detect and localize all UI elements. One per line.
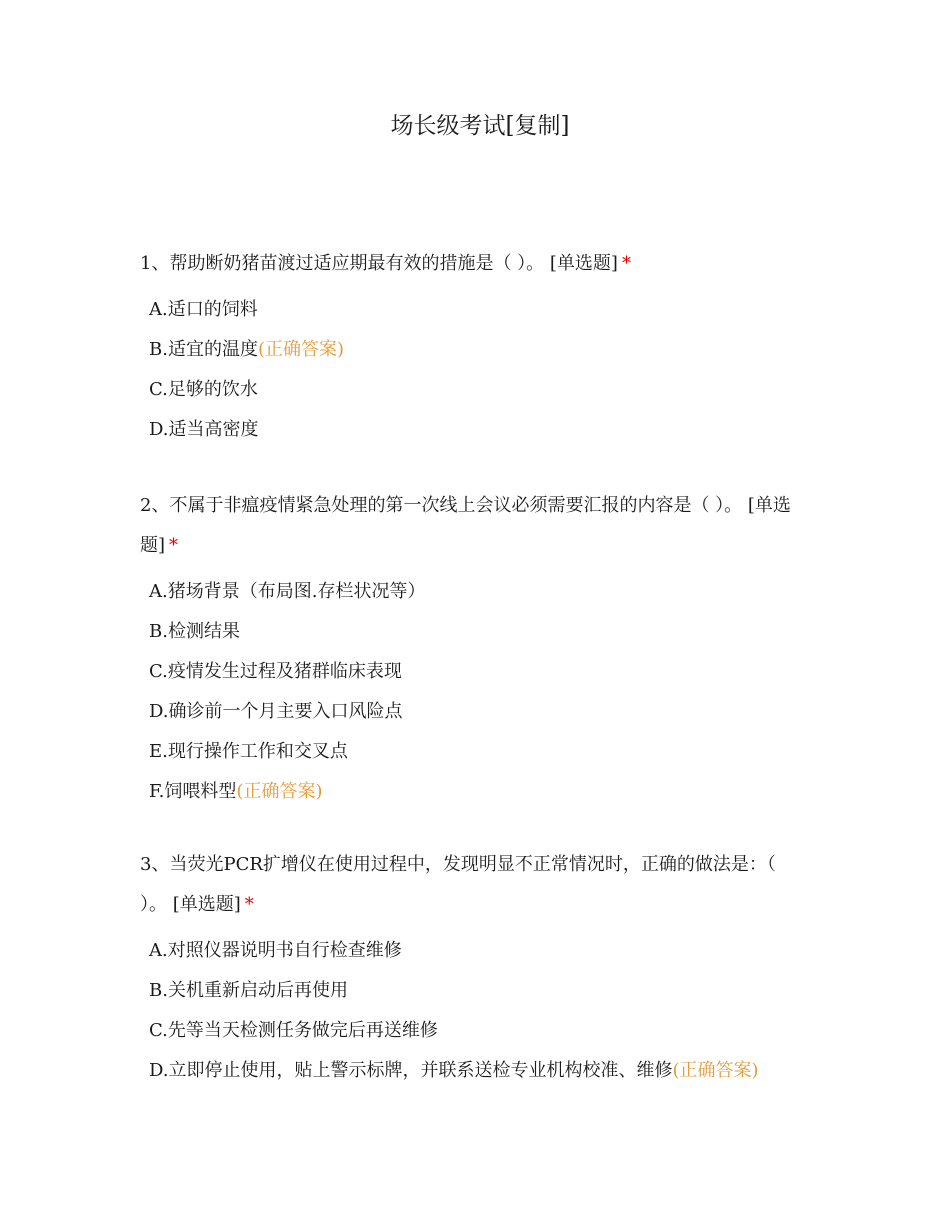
option-label: A.对照仪器说明书自行检查维修 — [149, 940, 402, 961]
option-b[interactable] — [140, 612, 805, 652]
option-label: C.足够的饮水 — [149, 379, 258, 400]
page-title: 场长级考试[复制] — [390, 113, 570, 139]
option-label: A.适口的饲料 — [149, 299, 258, 320]
option-a[interactable] — [140, 931, 805, 971]
option-c[interactable] — [140, 1011, 805, 1051]
question-3 — [140, 845, 805, 1091]
option-d[interactable] — [140, 1051, 805, 1091]
option-label: B.关机重新启动后再使用 — [149, 980, 348, 1001]
option-list — [140, 290, 805, 450]
question-stem — [140, 486, 805, 566]
question-stem-text: 2、不属于非瘟疫情紧急处理的第一次线上会议必须需要汇报的内容是（ ）。 [单选题] — [140, 495, 791, 556]
option-label: C.疫情发生过程及猪群临床表现 — [149, 661, 402, 682]
required-mark: * — [169, 535, 179, 556]
option-label: E.现行操作工作和交叉点 — [149, 741, 348, 762]
option-label: B.检测结果 — [149, 621, 240, 642]
option-list — [140, 572, 805, 812]
correct-answer-tag: (正确答案) — [672, 1060, 759, 1081]
option-b[interactable] — [140, 971, 805, 1011]
option-d[interactable] — [140, 692, 805, 732]
question-1 — [140, 244, 805, 450]
option-label: A.猪场背景（布局图.存栏状况等） — [149, 581, 426, 602]
question-stem — [140, 845, 805, 925]
question-stem-text: 3、当荧光PCR扩增仪在使用过程中，发现明显不正常情况时，正确的做法是：（ ）。 [单选题] — [140, 854, 776, 915]
correct-answer-tag: (正确答案) — [236, 781, 323, 802]
correct-answer-tag: (正确答案) — [257, 339, 344, 360]
option-label: D.确诊前一个月主要入口风险点 — [149, 701, 403, 722]
question-stem — [140, 244, 805, 284]
option-c[interactable] — [140, 370, 805, 410]
option-label: F.饲喂料型 — [149, 781, 237, 802]
option-a[interactable] — [140, 290, 805, 330]
option-label: D.适当高密度 — [149, 419, 259, 440]
question-stem-text: 1、帮助断奶猪苗渡过适应期最有效的措施是（ ）。 [单选题] — [140, 253, 618, 274]
required-mark: * — [244, 894, 254, 915]
option-c[interactable] — [140, 652, 805, 692]
option-list — [140, 931, 805, 1091]
option-label: B.适宜的温度 — [149, 339, 258, 360]
required-mark: * — [621, 253, 631, 274]
option-d[interactable] — [140, 410, 805, 450]
option-label: C.先等当天检测任务做完后再送维修 — [149, 1020, 438, 1041]
question-2 — [140, 486, 805, 812]
option-label: D.立即停止使用，贴上警示标牌，并联系送检专业机构校准、维修 — [149, 1060, 673, 1081]
option-e[interactable] — [140, 732, 805, 772]
option-b[interactable] — [140, 330, 805, 370]
option-a[interactable] — [140, 572, 805, 612]
option-f[interactable] — [140, 772, 805, 812]
